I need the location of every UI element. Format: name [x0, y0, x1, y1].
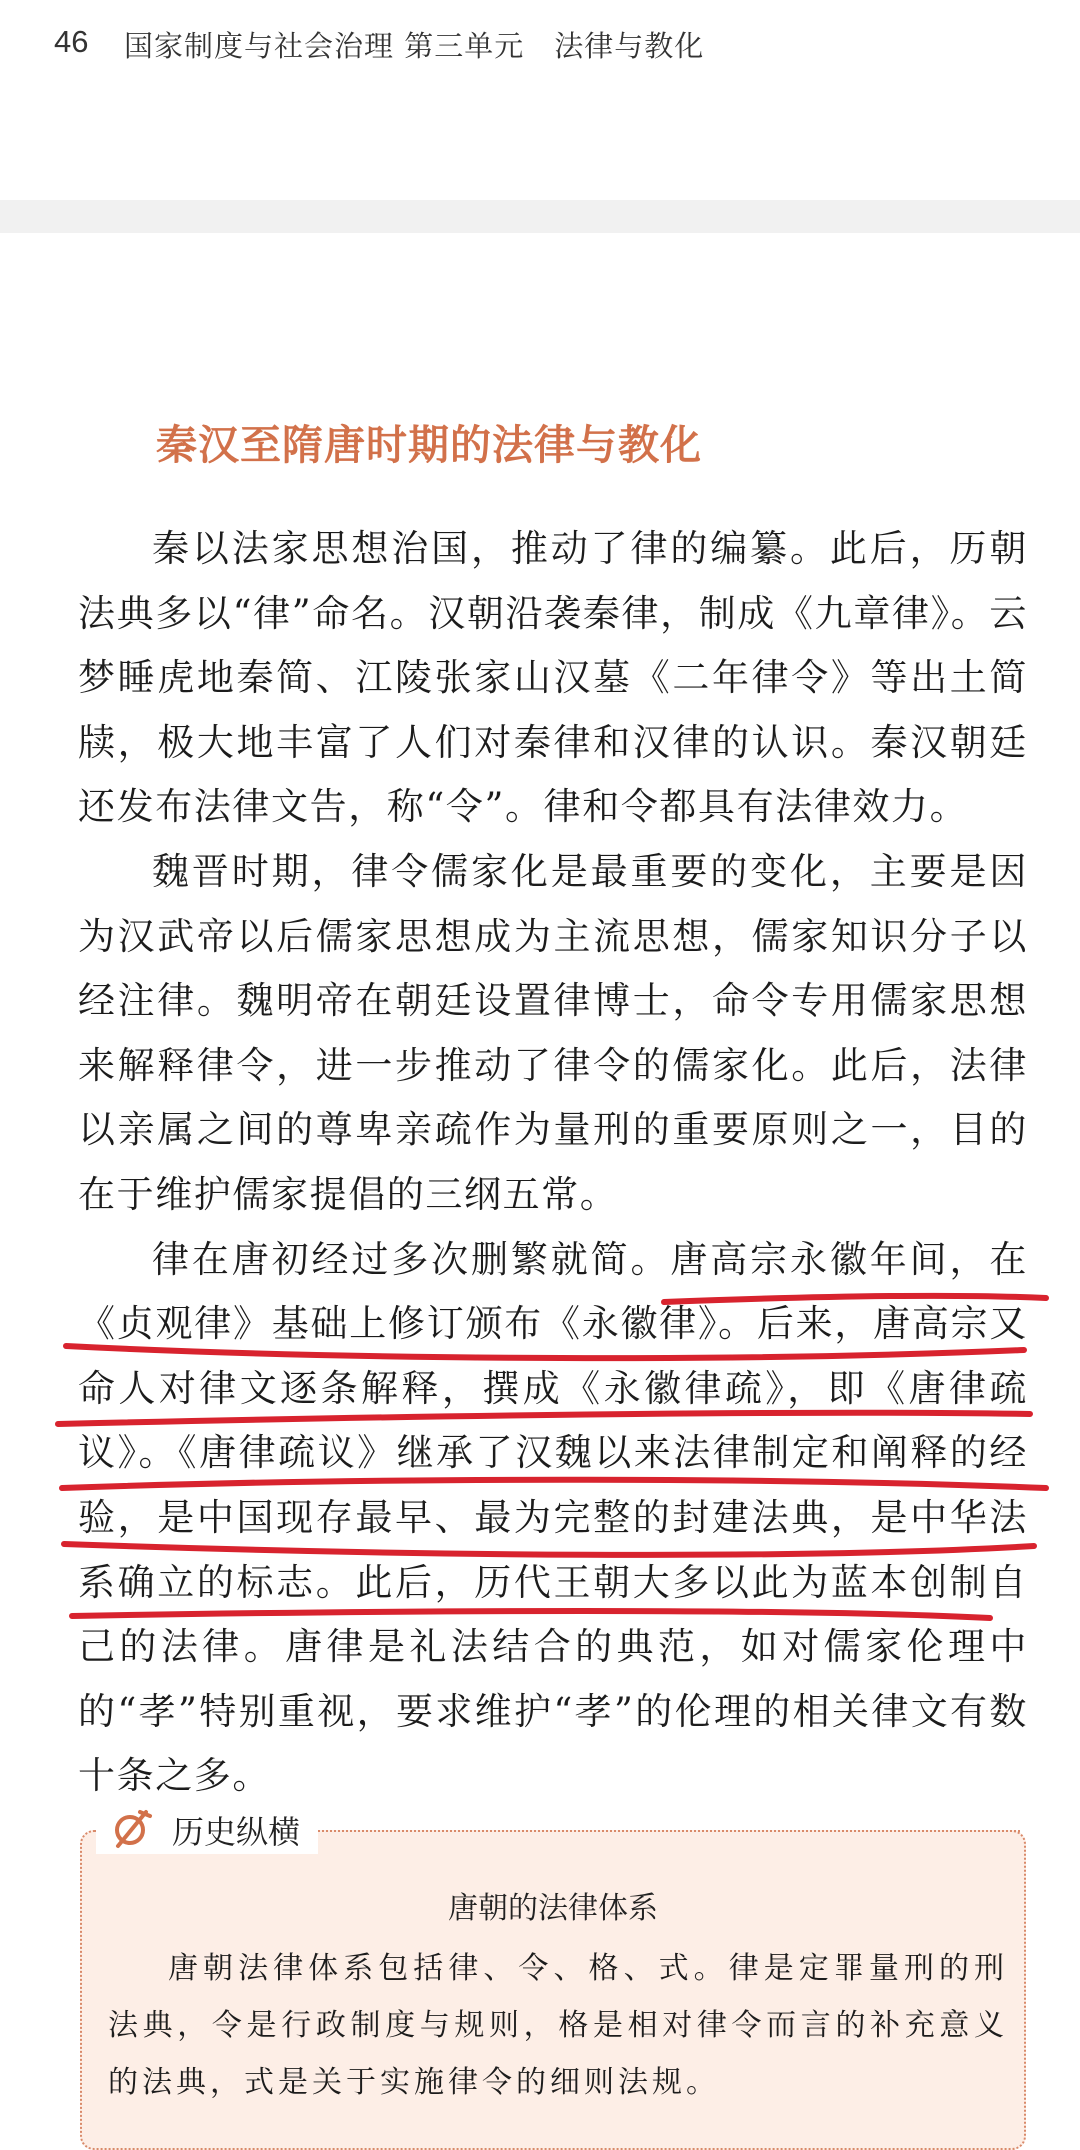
paragraph-qin-han: 秦以法家思想治国，推动了律的编纂。此后，历朝法典多以“律”命名。汉朝沿袭秦律，制成《九章律》。云梦睡虎地秦简、江陵张家山汉墓《二年律令》等出土简牍，极大地丰富了人们对秦律和汉律的认识。秦汉朝廷还发布法律文告，称“令”。律和令都具有法律效力。: [78, 527, 1028, 829]
page-header: [0, 0, 1080, 200]
page-number: 46: [54, 24, 89, 59]
section-title: 秦汉至隋唐时期的法律与教化: [156, 421, 702, 469]
sidebar-top-border: [330, 1830, 1020, 1832]
sidebar-text: 唐朝法律体系包括律、令、格、式。律是定罪量刑的刑法典，令是行政制度与规则，格是相对律令而言的补充意义的法典，式是关于实施律令的细则法规。: [108, 1951, 1008, 2100]
sidebar-heading: 唐朝的法律体系: [448, 1891, 658, 1926]
sidebar-label: [96, 1806, 318, 1854]
paragraph-wei-jin: 魏晋时期，律令儒家化是最重要的变化，主要是因为汉武帝以后儒家思想成为主流思想，儒家知识分子以经注律。魏明帝在朝廷设置律博士，命令专用儒家思想来解释律令，进一步推动了律令的儒家化。此后，法律以亲属之间的尊卑亲疏作为量刑的重要原则之一，目的在于维护儒家提倡的三纲五常。: [78, 849, 1028, 1216]
running-head: 国家制度与社会治理 第三单元 法律与教化: [124, 29, 705, 63]
body-text: [78, 517, 1028, 1809]
scroll-emblem-icon: [108, 1806, 156, 1854]
sidebar-label-text: 历史纵横: [172, 1813, 301, 1851]
paragraph-tang: 律在唐初经过多次删繁就简。唐高宗永徽年间，在《贞观律》基础上修订颁布《永徽律》。后来，唐高宗又命人对律文逐条解释，撰成《永徽律疏》，即《唐律疏议》。《唐律疏议》继承了汉魏以来法律制定和阐释的经验，是中国现存最早、最为完整的封建法典，是中华法系确立的标志。此后，历代王朝大多以此为蓝本创制自己的法律。唐律是礼法结合的典范，如对儒家伦理中的“孝”特别重视，要求维护“孝”的伦理的相关律文有数十条之多。: [78, 1237, 1028, 1798]
header-band: [0, 200, 1080, 233]
